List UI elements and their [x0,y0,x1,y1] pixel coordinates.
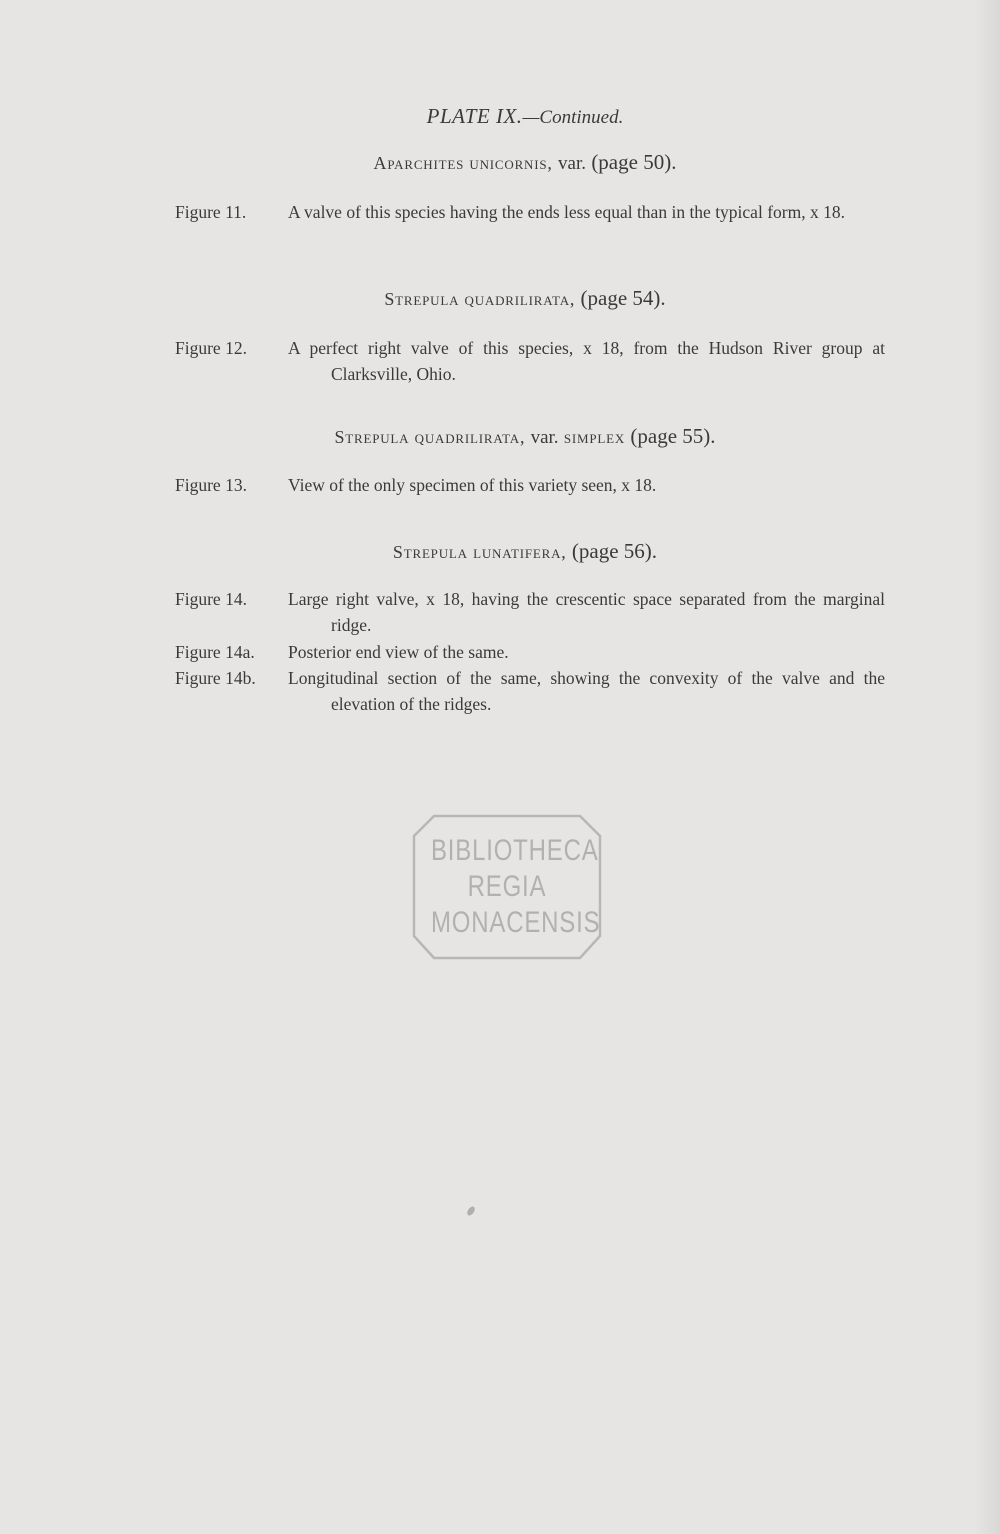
page-reference: (page 54). [580,286,666,310]
page-reference: (page 50). [591,150,677,174]
section-heading-strepula-quadrilirata [0,286,1000,311]
figure-label: Figure 11. [175,202,247,222]
figure-label: Figure 14a. [175,642,255,662]
stamp-line-1: BIBLIOTHECA [431,834,599,867]
figure-description: Large right valve, x 18, having the crescentic space separated from the marginal ridge. [288,589,885,635]
figure-label: Figure 12. [175,338,247,358]
figure-description: A valve of this species having the ends less equal than in the typical form, x 18. [288,202,845,222]
variety-abbrev: var. [558,153,586,174]
figure-description: A perfect right valve of this species, x 18, from the Hudson River group at Clarksville, Ohio. [288,338,885,384]
paper-speck [466,1205,477,1217]
plate-number: PLATE IX. [426,104,523,128]
figure-description: Longitudinal section of the same, showing the convexity of the valve and the elevation of the ridges. [288,668,885,714]
variety-abbrev: var. [530,427,559,448]
figure-entry-11 [175,199,885,225]
species-name: Strepula quadrilirata, [384,289,576,309]
plate-title [0,104,1000,129]
library-stamp [412,812,602,962]
section-heading-aparchites-unicornis [0,150,1000,175]
figure-entry-13 [175,472,885,498]
species-name: Aparchites unicornis, [373,153,553,173]
figure-entry-14a [175,639,885,665]
page-edge-shadow [974,0,1000,1534]
continued-label: —Continued. [522,107,624,128]
stamp-line-2: REGIA [467,870,547,903]
figure-label: Figure 13. [175,475,247,495]
variety-name: simplex [563,427,626,447]
section-heading-strepula-lunatifera [0,539,1000,564]
section-heading-strepula-quadrilirata-simplex [0,424,1000,449]
species-name: Strepula lunatifera, [392,542,567,562]
figure-description: Posterior end view of the same. [288,642,509,662]
stamp-line-3: MONACENSIS [431,906,601,939]
species-name: Strepula quadrilirata, [334,427,526,447]
figure-label: Figure 14b. [175,668,256,688]
figure-description: View of the only specimen of this variety seen, x 18. [288,475,657,495]
page-reference: (page 56). [571,539,658,563]
figure-entry-14b [175,665,885,717]
figure-entry-14 [175,586,885,638]
figure-label: Figure 14. [175,589,247,609]
figure-entry-12 [175,335,885,387]
page-reference: (page 55). [630,424,716,448]
